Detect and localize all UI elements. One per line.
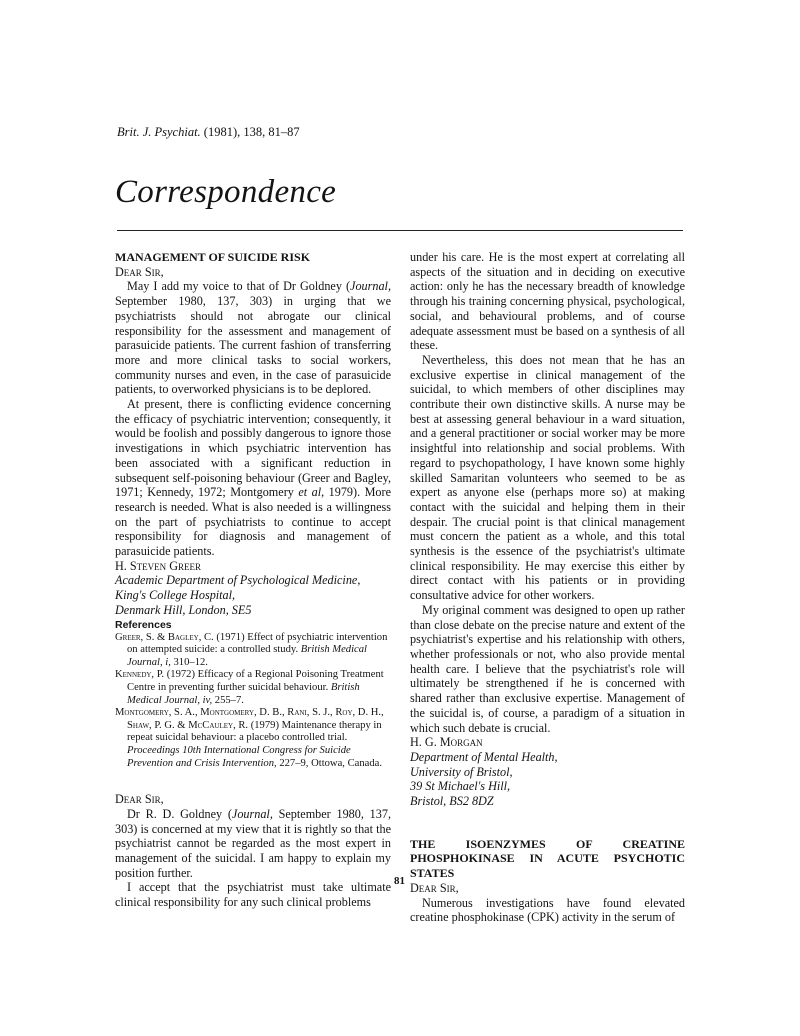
article-title: THE ISOENZYMES OF CREATINE PHOSPHOKINASE IN ACUTE PSYCHOTIC STATES bbox=[410, 836, 685, 881]
affiliation-line: Denmark Hill, London, SE5 bbox=[115, 602, 252, 617]
body-paragraph: My original comment was designed to open up rather than close debate on the precise nature and extent of the psychiatrist's expertise and his relationship with others, whether professionals or not, who also provide mental health care. I believe that the psychiatrist's role will ultimately be strengthened if he is concerned with shared rather than exclusive expertise. Management of the suicidal is, of course, a paradigm of a situation in which such debate is crucial. bbox=[410, 602, 685, 735]
section-title: Correspondence bbox=[115, 174, 337, 210]
reference-item: Kennedy, P. (1972) Efficacy of a Regional Poisoning Treatment Centre in preventing further suicidal behaviour. British Medical Journal, iv, 255–7. bbox=[115, 669, 384, 706]
affiliation-line: Bristol, BS2 8DZ bbox=[410, 794, 494, 809]
affiliation-line: King's College Hospital, bbox=[115, 588, 236, 603]
citation-details: (1981), 138, 81–87 bbox=[200, 125, 300, 139]
affiliation-line: 39 St Michael's Hill, bbox=[410, 779, 511, 794]
affiliation-line: Department of Mental Health, bbox=[410, 749, 558, 764]
affiliation-line: Academic Department of Psychological Medicine, bbox=[115, 573, 361, 588]
reference-item: Montgomery, S. A., Montgomery, D. B., Rani, S. J., Roy, D. H., Shaw, P. G. & McCauley, R. (1979) Maintenance therapy in repeat suicidal behaviour: a placebo controlled trial. Proceedings 10th International Congress for Suicide Prevention and Crisis Intervention, 227–9, Ottowa, Canada. bbox=[115, 707, 384, 769]
affiliation-line: University of Bristol, bbox=[410, 764, 513, 779]
body-paragraph: At present, there is conflicting evidence concerning the efficacy of psychiatric intervention; consequently, it would be foolish and possibly dangerous to ignore those investigations in which psychiatric intervention has been associated with a significant reduction in subsequent self-poisoning behaviour (Greer and Bagley, 1971; Kennedy, 1972; Montgomery et al, 1979). More research is needed. What is also needed is a willingness on the part of psychiatrists to continue to accept responsibility for diagnosis and management of parasuicide patients. bbox=[115, 397, 391, 559]
journal-name: Brit. J. Psychiat. bbox=[117, 125, 201, 139]
page-number: 81 bbox=[394, 875, 405, 887]
body-paragraph: under his care. He is the most expert at correlating all aspects of the situation and in deciding on executive action: only he has the necessary breadth of knowledge through his training concerning physical, psychological, social, and behavioural problems, and of course adequate assessment must be based on a synthesis of all these. bbox=[410, 250, 685, 353]
right-column bbox=[410, 250, 685, 925]
spacer bbox=[115, 770, 391, 792]
body-paragraph: I accept that the psychiatrist must take ultimate clinical responsibility for any such clinical problems bbox=[115, 880, 391, 910]
article-title: MANAGEMENT OF SUICIDE RISK bbox=[115, 250, 311, 264]
body-paragraph: Dr R. D. Goldney (Journal, September 1980, 137, 303) is concerned at my view that it is rightly so that the psychiatrist cannot be regarded as the most expert in management of the suicidal. I am happy to explain my position further. bbox=[115, 806, 391, 880]
references-heading: References bbox=[115, 618, 172, 631]
author-signature: H. G. Morgan bbox=[410, 735, 483, 750]
salutation: Dear Sir, bbox=[410, 880, 459, 895]
body-paragraph: Numerous investigations have found elevated creatine phosphokinase (CPK) activity in the serum of bbox=[410, 895, 685, 925]
left-column bbox=[115, 250, 391, 910]
body-paragraph: May I add my voice to that of Dr Goldney (Journal, September 1980, 137, 303) in urging that we psychiatrists should not abrogate our clinical responsibility for the assessment and management of parasuicide patients. The current fashion of transferring more and more clinical tasks to social workers, community nurses and even, in the case of parasuicide patients, to overworked physicians is to be deplored. bbox=[115, 279, 391, 397]
spacer bbox=[410, 809, 685, 837]
journal-citation bbox=[117, 125, 300, 140]
salutation: Dear Sir, bbox=[115, 264, 164, 279]
body-paragraph: Nevertheless, this does not mean that he has an exclusive expertise in clinical management of the suicidal, to which members of other disciplines may contribute their own distinctive skills. A nurse may be best at assessing general behaviour in a ward situation, and a general practitioner or social worker may be more insightful into relationship and social problems. With regard to psychopathology, I have known some highly skilled Samaritan volunteers who seemed to be as expert as anyone else (perhaps more so) at making contact with the suicidal and helping them in their despair. The crucial point is that clinical management must concern the patient as a whole, and this total synthesis is the essence of the psychiatrist's ultimate clinical responsibility. He may exercise this either by direct contact with his patients or in providing consultative advice for other workers. bbox=[410, 352, 685, 603]
salutation: Dear Sir, bbox=[115, 792, 164, 807]
reference-item: Greer, S. & Bagley, C. (1971) Effect of psychiatric intervention on attempted suicide: a controlled study. British Medical Journal, i, 310–12. bbox=[115, 631, 388, 668]
header-rule bbox=[117, 230, 683, 231]
author-signature: H. Steven Greer bbox=[115, 558, 202, 573]
